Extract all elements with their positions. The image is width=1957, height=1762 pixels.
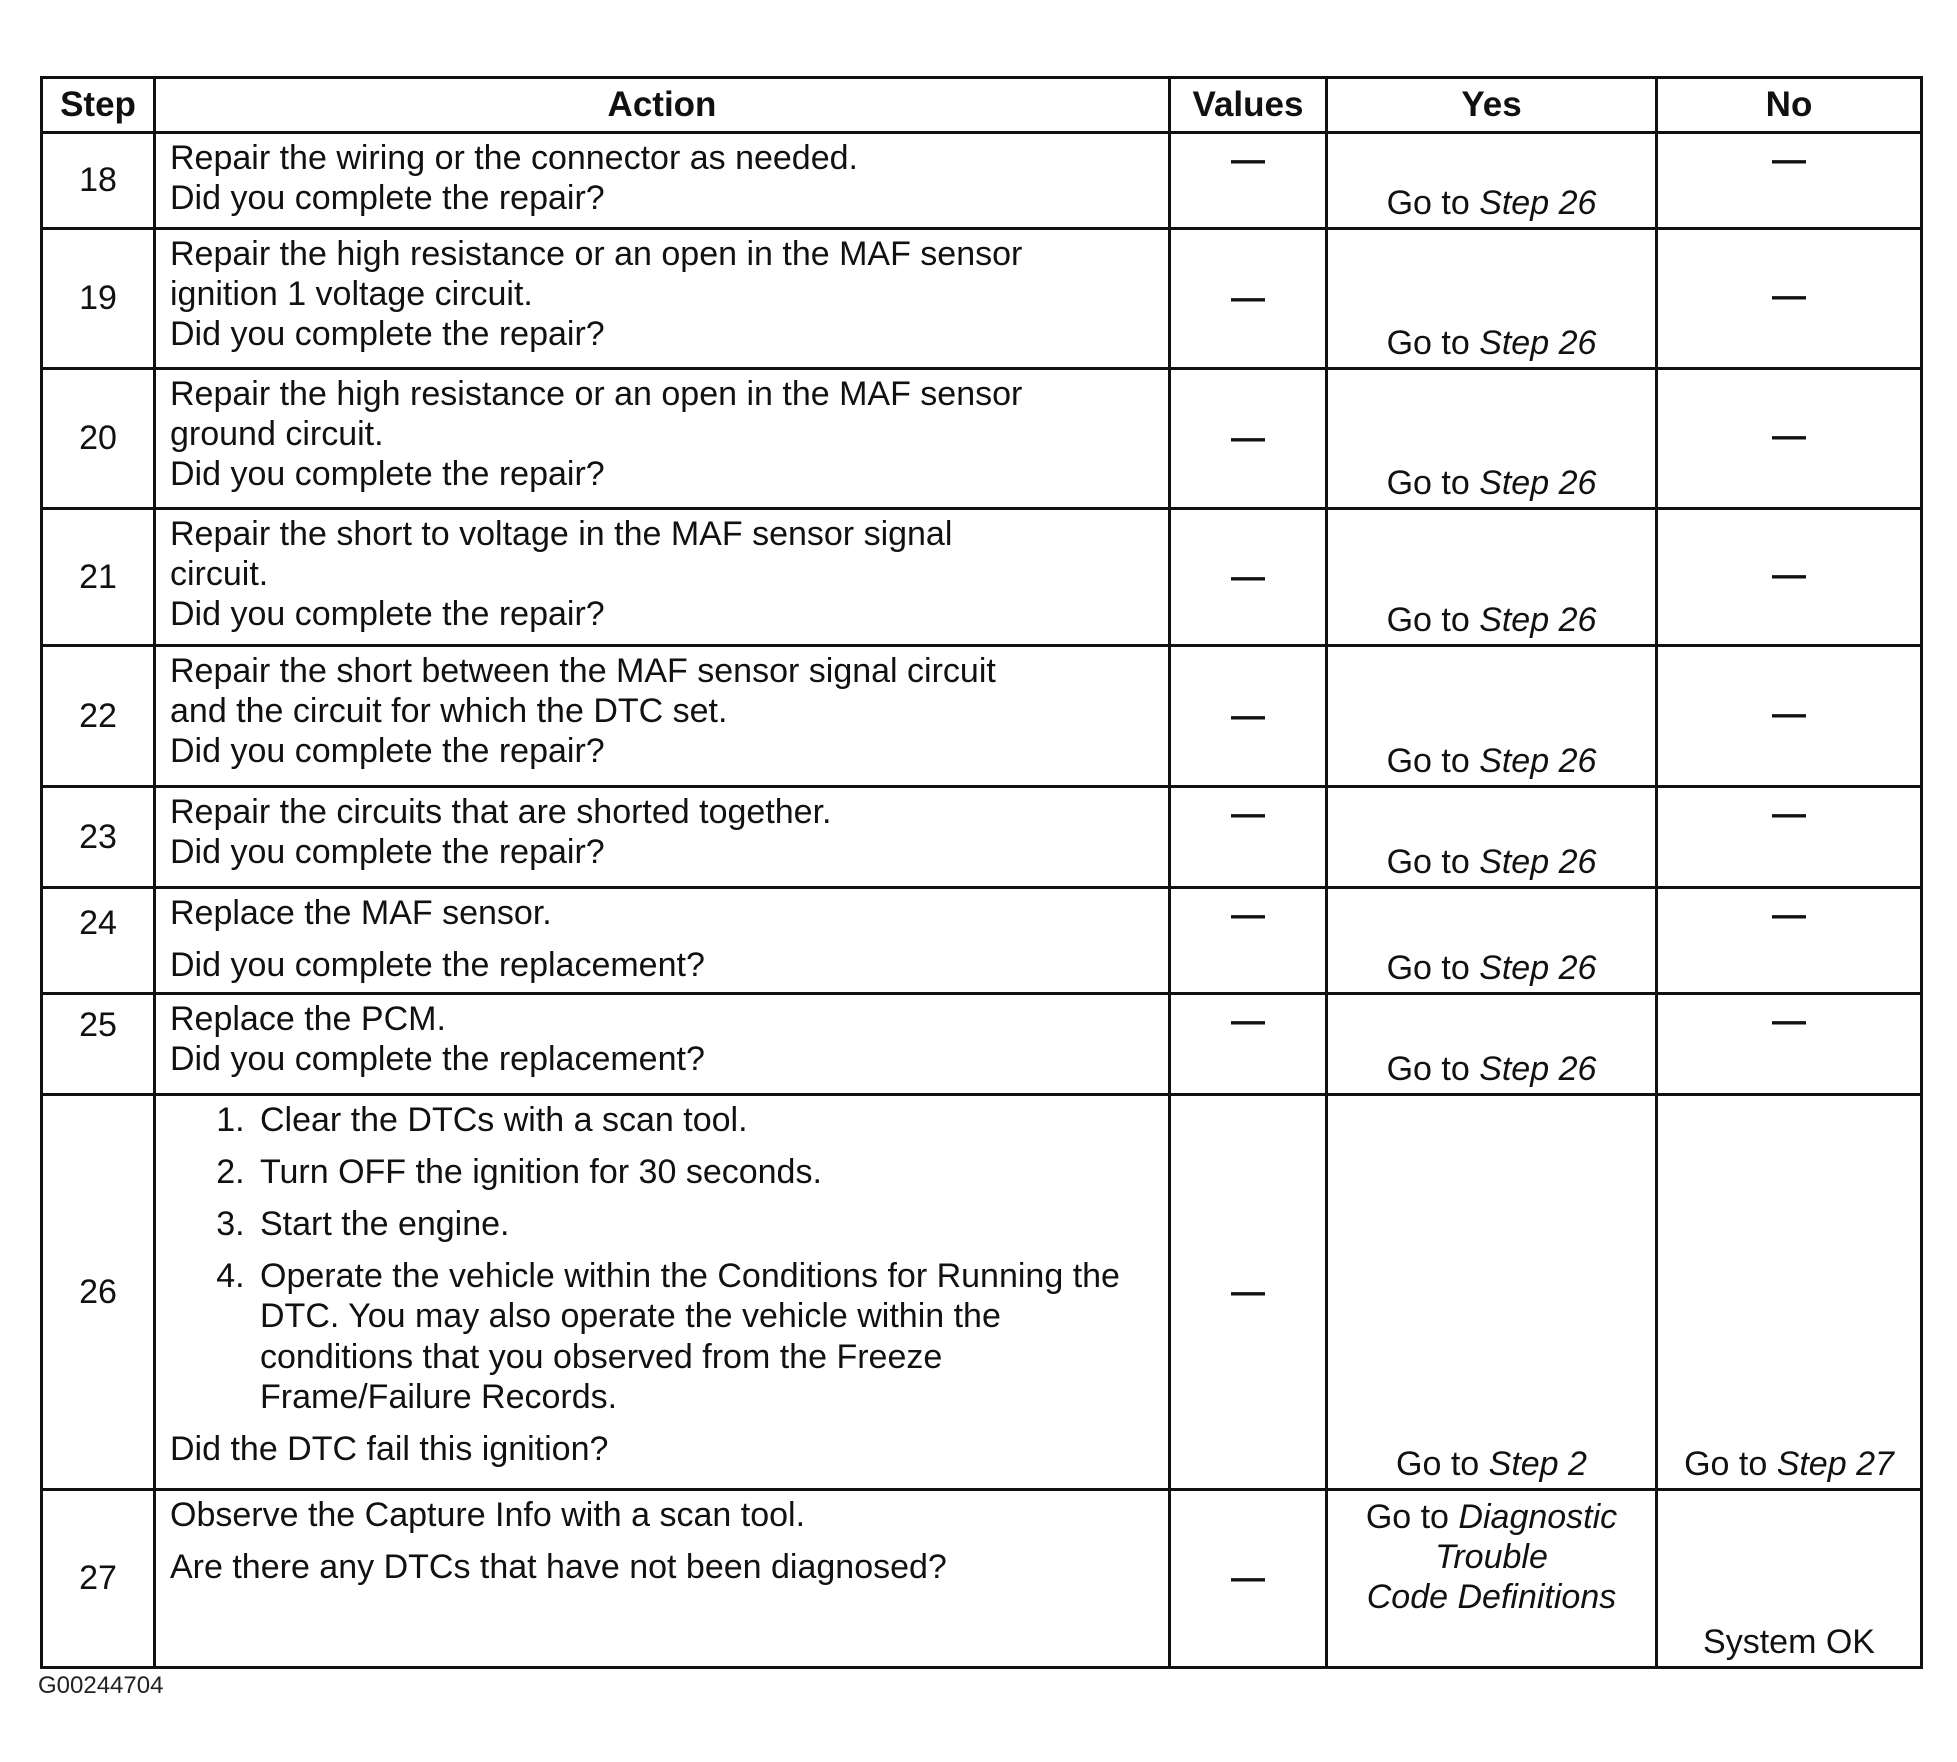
action-line: Repair the high resistance or an open in the MAF sensor [170, 235, 1023, 273]
yes-cell [1327, 369, 1657, 509]
step-number: 19 [42, 229, 155, 369]
values-cell [1170, 888, 1327, 994]
action-line: Are there any DTCs that have not been diagnosed? [170, 1548, 947, 1587]
table-row [42, 229, 1922, 369]
action-line: and the circuit for which the DTC set. [170, 692, 728, 731]
action-line: ignition 1 voltage circuit. [170, 275, 533, 314]
action-line: Did you complete the repair? [170, 179, 605, 218]
yes-ref-line: Code Definitions [1366, 1578, 1617, 1617]
values-cell [1170, 1095, 1327, 1490]
no-result: System OK [1703, 1622, 1875, 1661]
yes-ref-line: Trouble [1435, 1538, 1548, 1577]
action-line: Did you complete the repair? [170, 315, 605, 354]
header-values: Values [1170, 78, 1327, 133]
step-number: 26 [42, 1095, 155, 1490]
yes-step-ref: Step 26 [1479, 948, 1597, 987]
value-dash: — [1231, 419, 1265, 458]
yes-step-ref: Step 26 [1479, 842, 1597, 881]
yes-prefix: Go to [1386, 323, 1480, 362]
yes-prefix: Go to [1396, 1444, 1489, 1483]
yes-ref-line: Diagnostic [1458, 1498, 1618, 1536]
no-dash: — [1772, 417, 1806, 456]
procedure-item: 1. Clear the DTCs with a scan tool. [254, 1100, 1154, 1140]
no-cell [1657, 369, 1922, 509]
action-line: Did you complete the replacement? [170, 1040, 705, 1079]
yes-step-ref: Step 2 [1488, 1444, 1587, 1483]
action-line: Did you complete the repair? [170, 732, 605, 771]
action-line: ground circuit. [170, 415, 384, 454]
yes-step-ref: Step 26 [1479, 741, 1597, 780]
table-row [42, 646, 1922, 787]
step-number: 23 [42, 787, 155, 888]
no-cell [1657, 888, 1922, 994]
no-dash: — [1772, 694, 1806, 733]
action-line: Repair the short to voltage in the MAF sensor signal [170, 515, 953, 553]
action-cell [155, 369, 1170, 509]
action-question: Did the DTC fail this ignition? [170, 1429, 609, 1468]
procedure-item: 2. Turn OFF the ignition for 30 seconds. [254, 1152, 1154, 1192]
value-dash: — [1231, 279, 1265, 318]
yes-prefix: Go to [1386, 842, 1480, 881]
no-cell [1657, 646, 1922, 787]
step-number: 25 [42, 994, 155, 1095]
no-cell [1657, 509, 1922, 646]
yes-cell [1327, 1095, 1657, 1490]
yes-cell [1327, 509, 1657, 646]
action-cell [155, 787, 1170, 888]
step-number: 18 [42, 133, 155, 229]
yes-cell [1327, 229, 1657, 369]
no-cell [1657, 229, 1922, 369]
action-line: Did you complete the repair? [170, 833, 605, 872]
value-dash: — [1231, 141, 1265, 179]
header-step: Step [42, 78, 155, 133]
value-dash: — [1231, 557, 1265, 596]
value-dash: — [1231, 1272, 1265, 1311]
action-line: Replace the PCM. [170, 1000, 446, 1038]
step-number: 27 [42, 1490, 155, 1668]
values-cell [1170, 369, 1327, 509]
action-line: Repair the circuits that are shorted together. [170, 793, 832, 831]
no-dash: — [1772, 896, 1806, 934]
action-line: Repair the high resistance or an open in the MAF sensor [170, 375, 1023, 413]
action-cell [155, 1490, 1170, 1668]
action-line: Did you complete the repair? [170, 595, 605, 634]
action-cell [155, 1095, 1170, 1490]
no-dash: — [1772, 1002, 1806, 1040]
table-row [42, 888, 1922, 994]
no-dash: — [1772, 277, 1806, 316]
table-row [42, 787, 1922, 888]
yes-cell [1327, 1490, 1657, 1668]
table-row [42, 1095, 1922, 1490]
action-line: Observe the Capture Info with a scan tool. [170, 1496, 806, 1534]
yes-prefix: Go to [1386, 948, 1480, 987]
action-cell [155, 888, 1170, 994]
yes-cell [1327, 994, 1657, 1095]
header-action: Action [155, 78, 1170, 133]
yes-cell [1327, 133, 1657, 229]
table-row [42, 994, 1922, 1095]
action-cell [155, 646, 1170, 787]
no-prefix: Go to [1684, 1444, 1777, 1483]
yes-step-ref: Step 26 [1479, 1049, 1597, 1088]
action-line: circuit. [170, 555, 269, 594]
yes-prefix: Go to [1386, 463, 1480, 502]
header-no: No [1657, 78, 1922, 133]
no-cell [1657, 1095, 1922, 1490]
value-dash: — [1231, 896, 1265, 934]
table-row [42, 1490, 1922, 1668]
procedure-list [170, 1100, 1154, 1417]
values-cell [1170, 646, 1327, 787]
yes-prefix: Go to [1386, 1049, 1480, 1088]
action-line: Repair the wiring or the connector as needed. [170, 139, 858, 177]
value-dash: — [1231, 795, 1265, 833]
no-dash: — [1772, 141, 1806, 179]
action-line: Did you complete the replacement? [170, 946, 705, 985]
action-cell [155, 994, 1170, 1095]
table-row [42, 509, 1922, 646]
values-cell [1170, 509, 1327, 646]
figure-id: G00244704 [38, 1672, 164, 1699]
values-cell [1170, 133, 1327, 229]
action-line: Repair the short between the MAF sensor signal circuit [170, 652, 996, 690]
value-dash: — [1231, 1002, 1265, 1040]
yes-step-ref: Step 26 [1479, 600, 1597, 639]
header-row [42, 78, 1922, 133]
no-cell [1657, 133, 1922, 229]
value-dash: — [1231, 1559, 1265, 1598]
yes-cell [1327, 888, 1657, 994]
yes-cell [1327, 646, 1657, 787]
table-row [42, 133, 1922, 229]
action-line: Did you complete the repair? [170, 455, 605, 494]
yes-prefix: Go to [1365, 1498, 1459, 1536]
no-cell [1657, 787, 1922, 888]
no-dash: — [1772, 795, 1806, 833]
step-number: 24 [42, 888, 155, 994]
step-number: 22 [42, 646, 155, 787]
diagnostic-table [40, 76, 1923, 1669]
yes-step-ref: Step 26 [1479, 183, 1597, 222]
action-cell [155, 229, 1170, 369]
yes-step-ref: Step 26 [1479, 323, 1597, 362]
header-yes: Yes [1327, 78, 1657, 133]
procedure-item: 4. Operate the vehicle within the Conditions for Running the DTC. You may also operate the vehicle within the conditions that you observed from the Freeze Frame/Failure Records. [254, 1256, 1154, 1416]
values-cell [1170, 787, 1327, 888]
yes-prefix: Go to [1386, 741, 1480, 780]
values-cell [1170, 994, 1327, 1095]
action-line: Replace the MAF sensor. [170, 894, 552, 932]
no-dash: — [1772, 555, 1806, 594]
step-number: 20 [42, 369, 155, 509]
table-row [42, 369, 1922, 509]
value-dash: — [1231, 696, 1265, 735]
values-cell [1170, 229, 1327, 369]
yes-step-ref: Step 26 [1479, 463, 1597, 502]
no-step-ref: Step 27 [1776, 1444, 1894, 1483]
procedure-item: 3. Start the engine. [254, 1204, 1154, 1244]
yes-cell [1327, 787, 1657, 888]
step-number: 21 [42, 509, 155, 646]
action-cell [155, 133, 1170, 229]
no-cell [1657, 994, 1922, 1095]
yes-prefix: Go to [1386, 183, 1480, 222]
no-cell [1657, 1490, 1922, 1668]
yes-prefix: Go to [1386, 600, 1480, 639]
values-cell [1170, 1490, 1327, 1668]
action-cell [155, 509, 1170, 646]
